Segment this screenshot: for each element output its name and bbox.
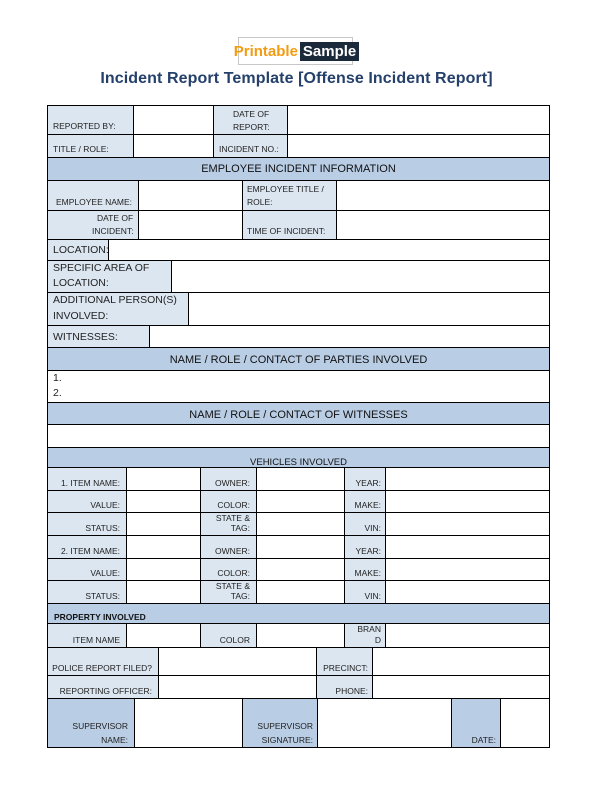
supervisor-name-label-cell: [47, 699, 135, 748]
vehicle1-row-status: [47, 513, 550, 536]
vehicle1-status-field[interactable]: [127, 513, 201, 536]
supervisor-date-field[interactable]: [501, 699, 550, 748]
vehicle1-owner-field[interactable]: [257, 468, 345, 491]
parties-entry-area[interactable]: [47, 371, 550, 403]
reporting-officer-label: REPORTING OFFICER:: [59, 686, 152, 696]
property-brand-label-2: D: [374, 635, 381, 645]
property-brand-label-cell: [345, 624, 386, 648]
row-title-role: [47, 135, 550, 158]
specific-area-label-1: SPECIFIC AREA OF: [53, 262, 150, 274]
vehicle2-state-tag-field[interactable]: [257, 581, 345, 604]
property-section-header: PROPERTY INVOLVED: [47, 604, 550, 624]
phone-label: PHONE:: [335, 686, 368, 696]
supervisor-name-field[interactable]: [135, 699, 243, 748]
property-color-label-cell: [201, 624, 257, 648]
date-of-report-label-1: DATE OF: [233, 109, 270, 119]
logo-text-printable: Printable: [233, 42, 298, 60]
vehicle2-row-value: [47, 559, 550, 581]
vehicle2-item-name-label: 2. ITEM NAME:: [60, 546, 120, 556]
vehicle1-status-label: STATUS:: [85, 523, 120, 533]
additional-persons-label-cell: [47, 293, 189, 326]
vehicle2-year-label-cell: [345, 536, 386, 559]
vehicle2-item-name-label-cell: [47, 536, 127, 559]
police-report-field[interactable]: [159, 648, 317, 676]
reporting-officer-label-cell: [47, 676, 159, 699]
vehicle1-make-field[interactable]: [386, 491, 550, 513]
vehicle1-year-label: YEAR:: [355, 478, 381, 488]
vehicle2-make-label-cell: [345, 559, 386, 581]
vehicle1-year-label-cell: [345, 468, 386, 491]
incident-no-field[interactable]: [288, 135, 550, 158]
title-role-label: TITLE / ROLE:: [53, 144, 109, 154]
location-field[interactable]: [109, 240, 550, 261]
vehicle2-owner-field[interactable]: [257, 536, 345, 559]
phone-label-cell: [317, 676, 373, 699]
vehicle1-row-item: [47, 468, 550, 491]
vehicle2-value-label-cell: [47, 559, 127, 581]
precinct-label: PRECINCT:: [323, 663, 368, 673]
parties-section-header: NAME / ROLE / CONTACT OF PARTIES INVOLVED: [47, 348, 550, 371]
vehicle2-make-label: MAKE:: [354, 568, 381, 578]
row-location: [47, 240, 550, 261]
vehicle2-owner-label: OWNER:: [215, 546, 250, 556]
property-item-name-field[interactable]: [127, 624, 201, 648]
vehicle1-vin-field[interactable]: [386, 513, 550, 536]
police-report-label-cell: [47, 648, 159, 676]
vehicle1-item-name-label-cell: [47, 468, 127, 491]
witnesses-label: WITNESSES:: [53, 331, 118, 343]
title-role-field[interactable]: [134, 135, 214, 158]
vehicle1-state-tag-label-1: STATE &: [215, 513, 250, 523]
date-of-report-field[interactable]: [288, 105, 550, 135]
employee-name-label-cell: [47, 181, 139, 211]
supervisor-name-label-1: SUPERVISOR: [72, 721, 128, 731]
supervisor-signature-label-1: SUPERVISOR: [257, 721, 313, 731]
vehicle2-row-status: [47, 581, 550, 604]
vehicle1-color-label-cell: [201, 491, 257, 513]
supervisor-date-label-cell: [452, 699, 501, 748]
vehicle2-value-label: VALUE:: [90, 568, 120, 578]
vehicle1-value-label: VALUE:: [90, 500, 120, 510]
vehicle2-vin-label: VIN:: [364, 591, 381, 601]
police-report-label: POLICE REPORT FILED?: [52, 663, 152, 673]
incident-no-label-cell: [214, 135, 288, 158]
date-of-incident-field[interactable]: [139, 211, 243, 240]
location-label-cell: [47, 240, 109, 261]
property-item-name-label-cell: [47, 624, 127, 648]
vehicle1-item-name-field[interactable]: [127, 468, 201, 491]
precinct-field[interactable]: [373, 648, 550, 676]
additional-persons-field[interactable]: [189, 293, 550, 326]
vehicle2-status-label-cell: [47, 581, 127, 604]
time-of-incident-label: TIME OF INCIDENT:: [247, 226, 326, 236]
date-of-report-label-cell: [214, 105, 288, 135]
vehicles-section-header: VEHICLES INVOLVED: [47, 448, 550, 468]
logo-text-sample: Sample: [300, 42, 359, 61]
specific-area-label-cell: [47, 261, 172, 293]
additional-persons-label-2: INVOLVED:: [53, 310, 109, 322]
row-additional-persons: [47, 293, 550, 326]
property-color-field[interactable]: [257, 624, 345, 648]
vehicle1-item-name-label: 1. ITEM NAME:: [60, 478, 120, 488]
vehicle1-make-label-cell: [345, 491, 386, 513]
vehicle2-status-label: STATUS:: [85, 591, 120, 601]
police-report-row: [47, 648, 550, 676]
additional-persons-label-1: ADDITIONAL PERSON(S): [53, 294, 177, 306]
specific-area-label-2: LOCATION:: [53, 277, 109, 289]
vehicle2-vin-label-cell: [345, 581, 386, 604]
property-brand-field[interactable]: [386, 624, 550, 648]
property-item-name-label: ITEM NAME: [72, 635, 120, 645]
vehicle1-year-field[interactable]: [386, 468, 550, 491]
reporting-officer-field[interactable]: [159, 676, 317, 699]
parties-item-2: 2.: [53, 387, 62, 399]
vehicle2-color-label-cell: [201, 559, 257, 581]
precinct-label-cell: [317, 648, 373, 676]
employee-name-label: EMPLOYEE NAME:: [56, 197, 133, 207]
time-of-incident-label-cell: [243, 211, 337, 240]
employee-title-label-1: EMPLOYEE TITLE /: [247, 184, 324, 194]
reported-by-field[interactable]: [134, 105, 214, 135]
vehicle2-make-field[interactable]: [386, 559, 550, 581]
supervisor-name-label-2: NAME:: [101, 735, 128, 745]
date-of-incident-label-1: DATE OF: [97, 213, 134, 223]
property-color-label: COLOR: [219, 635, 250, 645]
time-of-incident-field[interactable]: [337, 211, 550, 240]
vehicle1-make-label: MAKE:: [354, 500, 381, 510]
supervisor-signature-label-cell: [243, 699, 318, 748]
vehicle2-item-name-field[interactable]: [127, 536, 201, 559]
reported-by-label-cell: [47, 105, 134, 135]
parties-item-1: 1.: [53, 372, 62, 384]
supervisor-signature-label-2: SIGNATURE:: [261, 735, 313, 745]
vehicle1-vin-label: VIN:: [364, 523, 381, 533]
date-of-report-label-2: REPORT:: [233, 122, 270, 132]
vehicle2-year-label: YEAR:: [355, 546, 381, 556]
vehicle1-state-tag-field[interactable]: [257, 513, 345, 536]
vehicle1-state-tag-label-2: TAG:: [230, 523, 250, 533]
incident-no-label: INCIDENT NO.:: [219, 144, 279, 154]
vehicle2-state-tag-label-cell: [201, 581, 257, 604]
vehicle2-color-label: COLOR:: [217, 568, 250, 578]
reporting-officer-row: [47, 676, 550, 699]
employee-title-field[interactable]: [337, 181, 550, 211]
vehicle1-state-tag-label-cell: [201, 513, 257, 536]
page-title: Incident Report Template [Offense Incident Report]: [100, 70, 493, 87]
vehicle1-value-field[interactable]: [127, 491, 201, 513]
vehicle2-color-field[interactable]: [257, 559, 345, 581]
vehicle1-owner-label-cell: [201, 468, 257, 491]
witnesses-entry-area[interactable]: [47, 425, 550, 448]
vehicle1-vin-label-cell: [345, 513, 386, 536]
vehicle1-value-label-cell: [47, 491, 127, 513]
witnesses-section-header: NAME / ROLE / CONTACT OF WITNESSES: [47, 403, 550, 425]
phone-field[interactable]: [373, 676, 550, 699]
supervisor-row: [47, 699, 550, 748]
row-date-of-incident: [47, 211, 550, 240]
vehicle1-row-value: [47, 491, 550, 513]
specific-area-field[interactable]: [172, 261, 550, 293]
row-employee-name: [47, 181, 550, 211]
employee-title-label-cell: [243, 181, 337, 211]
property-brand-label-1: BRAN: [357, 624, 381, 634]
employee-section-header: EMPLOYEE INCIDENT INFORMATION: [47, 158, 550, 181]
vehicle2-row-item: [47, 536, 550, 559]
vehicle1-status-label-cell: [47, 513, 127, 536]
vehicle2-value-field[interactable]: [127, 559, 201, 581]
date-of-incident-label-2: INCIDENT:: [92, 226, 134, 236]
vehicle2-owner-label-cell: [201, 536, 257, 559]
vehicle1-color-field[interactable]: [257, 491, 345, 513]
vehicle2-status-field[interactable]: [127, 581, 201, 604]
date-of-incident-label-cell: [47, 211, 139, 240]
reported-by-label: REPORTED BY:: [53, 121, 116, 131]
row-witnesses: [47, 326, 550, 348]
vehicle2-state-tag-label-2: TAG:: [230, 591, 250, 601]
witnesses-label-cell: [47, 326, 150, 348]
supervisor-signature-field[interactable]: [318, 699, 452, 748]
vehicle1-color-label: COLOR:: [217, 500, 250, 510]
row-specific-area: [47, 261, 550, 293]
employee-title-label-2: ROLE:: [247, 197, 273, 207]
vehicle2-state-tag-label-1: STATE &: [215, 581, 250, 591]
row-reported-by: [47, 105, 550, 135]
location-label: LOCATION:: [53, 244, 109, 256]
vehicle2-vin-field[interactable]: [386, 581, 550, 604]
property-row: [47, 624, 550, 648]
title-role-label-cell: [47, 135, 134, 158]
supervisor-date-label: DATE:: [471, 735, 496, 745]
printable-sample-logo: [233, 37, 357, 65]
vehicle1-owner-label: OWNER:: [215, 478, 250, 488]
employee-name-field[interactable]: [139, 181, 243, 211]
witnesses-field[interactable]: [150, 326, 550, 348]
vehicle2-year-field[interactable]: [386, 536, 550, 559]
